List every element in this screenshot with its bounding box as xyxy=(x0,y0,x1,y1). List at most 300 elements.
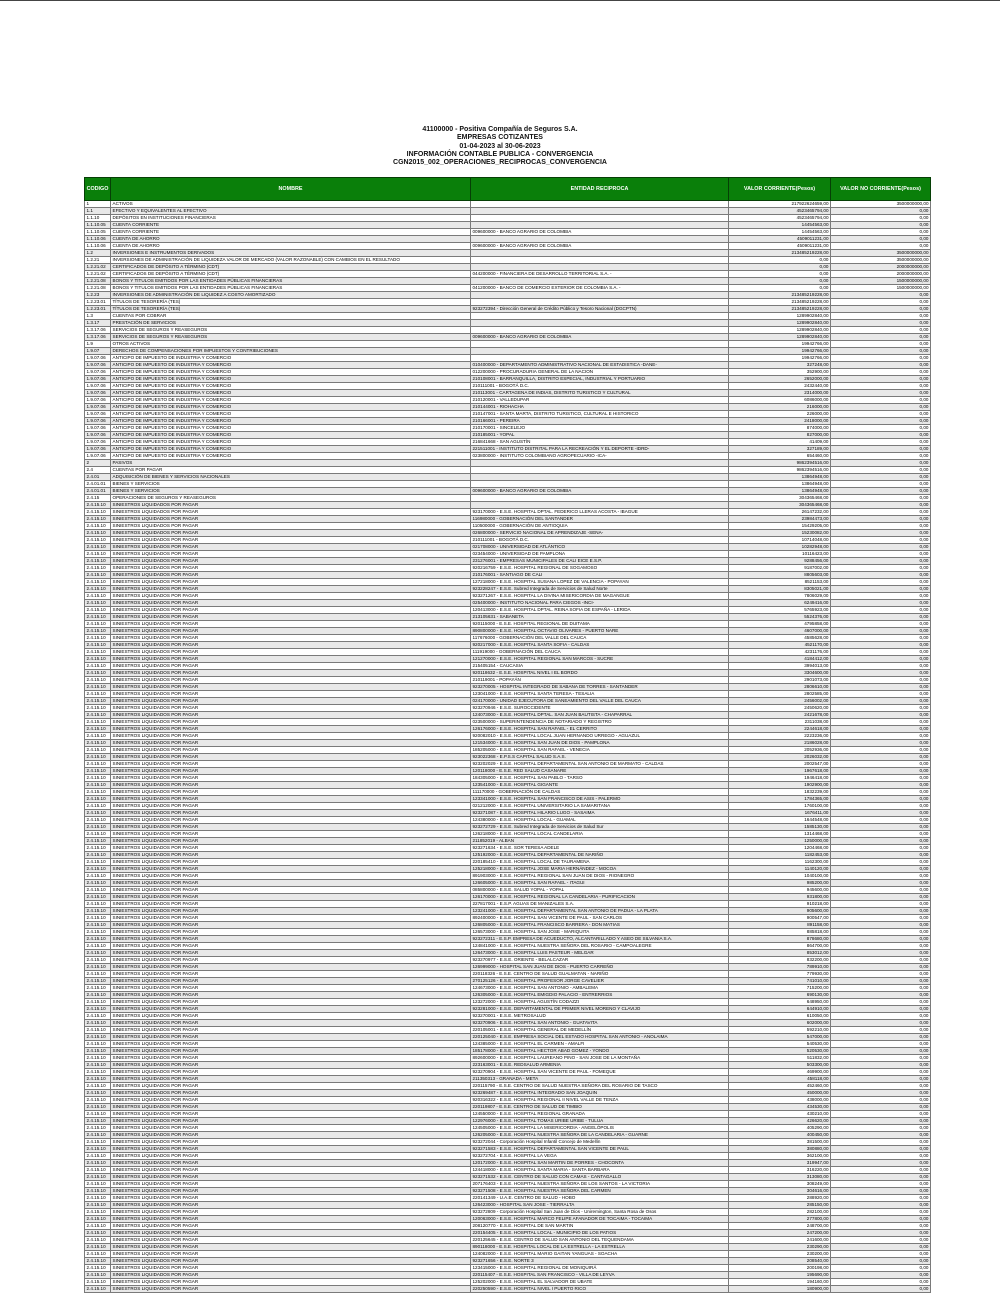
cell-nombre: SINIESTROS LIQUIDADOS POR PAGAR xyxy=(111,1188,471,1195)
cell-entidad-reciproca: 126573000 - E.S.E. HOSPITAL SAN JOSE - MARIQUITA xyxy=(471,929,729,936)
table-row xyxy=(85,936,931,943)
cell-nombre: SINIESTROS LIQUIDADOS POR PAGAR xyxy=(111,572,471,579)
cell-codigo: 2.4.15.10 xyxy=(85,929,111,936)
table-row xyxy=(85,1034,931,1041)
cell-valor-no-corriente: 0,00 xyxy=(831,1237,931,1244)
cell-codigo: 2.4.15.10 xyxy=(85,1006,111,1013)
cell-codigo: 2.4.15.10 xyxy=(85,754,111,761)
cell-nombre: ANTICIPO DE IMPUESTO DE INDUSTRIA Y COMERCIO xyxy=(111,376,471,383)
cell-entidad-reciproca: 208120770 - E.S.E. HOSPITAL DE SAN MARTIN xyxy=(471,1223,729,1230)
cell-entidad-reciproca: 216841668 - SAN AGUSTÍN xyxy=(471,439,729,446)
cell-nombre: SINIESTROS LIQUIDADOS POR PAGAR xyxy=(111,1062,471,1069)
cell-valor-no-corriente: 0,00 xyxy=(831,1279,931,1286)
cell-nombre: SINIESTROS LIQUIDADOS POR PAGAR xyxy=(111,1041,471,1048)
cell-codigo: 2.4.15.10 xyxy=(85,1062,111,1069)
cell-valor-no-corriente: 0,00 xyxy=(831,362,931,369)
cell-nombre: SINIESTROS LIQUIDADOS POR PAGAR xyxy=(111,1167,471,1174)
table-row xyxy=(85,922,931,929)
cell-entidad-reciproca: 120413000 - E.S.E. HOSPITAL DPTAL. REINA SOFIA DE ESPAÑA - LERIDA xyxy=(471,607,729,614)
cell-entidad-reciproca: 923170000 - E.S.E. HOSPITAL DPTAL. FEDERICO LLERAS ACOSTA - IBAGUE xyxy=(471,509,729,516)
cell-valor-no-corriente: 0,00 xyxy=(831,369,931,376)
cell-nombre: SINIESTROS LIQUIDADOS POR PAGAR xyxy=(111,1118,471,1125)
table-row xyxy=(85,747,931,754)
cell-codigo: 1.9.07 xyxy=(85,348,111,355)
cell-entidad-reciproca: 210119001 - POPAYÁN xyxy=(471,677,729,684)
cell-nombre: ANTICIPO DE IMPUESTO DE INDUSTRIA Y COMERCIO xyxy=(111,362,471,369)
cell-valor-no-corriente: 0,00 xyxy=(831,390,931,397)
cell-entidad-reciproca: 185178000 - E.S.E. HOSPITAL HECTOR ABAD GOMEZ - YONDO xyxy=(471,1048,729,1055)
cell-codigo: 2.4.15.10 xyxy=(85,1125,111,1132)
cell-valor-corriente: 741010,00 xyxy=(729,978,831,985)
cell-codigo: 2.4.15.10 xyxy=(85,775,111,782)
cell-codigo: 2.4.15.10 xyxy=(85,873,111,880)
cell-entidad-reciproca: 220119807 - E.S.E. CENTRO DE SALUD DE TIMBIO xyxy=(471,1104,729,1111)
table-row xyxy=(85,929,931,936)
cell-valor-no-corriente: 0,00 xyxy=(831,754,931,761)
cell-nombre: SINIESTROS LIQUIDADOS POR PAGAR xyxy=(111,1034,471,1041)
cell-entidad-reciproca: 126473000 - E.S.E. HOSPITAL LUIS PASTEUR - MELGAR xyxy=(471,950,729,957)
cell-valor-corriente: 2421678,00 xyxy=(729,712,831,719)
cell-valor-no-corriente: 0,00 xyxy=(831,544,931,551)
cell-entidad-reciproca: 123415000 - E.S.E. HOSPITAL REGIONAL DE MONIQUIRÁ xyxy=(471,1265,729,1272)
cell-codigo: 2.4.15.10 xyxy=(85,747,111,754)
cell-codigo: 2.4.15.10 xyxy=(85,922,111,929)
cell-codigo: 1.3.17 xyxy=(85,320,111,327)
cell-codigo: 2.4.15.10 xyxy=(85,1055,111,1062)
cell-nombre: SINIESTROS LIQUIDADOS POR PAGAR xyxy=(111,1279,471,1286)
cell-nombre: EFECTIVO Y EQUIVALENTES AL EFECTIVO xyxy=(111,208,471,215)
report-group-title: EMPRESAS COTIZANTES xyxy=(457,134,543,142)
table-row xyxy=(85,894,931,901)
cell-nombre: BIENES Y SERVICIOS xyxy=(111,488,471,495)
cell-entidad-reciproca: 920217000 - E.S.E. HOSPITAL SANTA SOFIA - CALDAS xyxy=(471,642,729,649)
cell-valor-corriente: 438000,00 xyxy=(729,1097,831,1104)
cell-codigo: 2.4.15.10 xyxy=(85,1272,111,1279)
cell-codigo: 2.4.15.10 xyxy=(85,1139,111,1146)
cell-entidad-reciproca: 123341000 - E.S.E. HOSPITAL SAN FRANCISCO DE ASIS - PALERMO xyxy=(471,796,729,803)
cell-codigo: 2.4.15.10 xyxy=(85,537,111,544)
cell-nombre: SINIESTROS LIQUIDADOS POR PAGAR xyxy=(111,1153,471,1160)
table-row xyxy=(85,614,931,621)
cell-entidad-reciproca: 923281000 - E.S.E. DEPARTAMENTAL DE PRIMER NIVEL MORENO Y CLAVIJO xyxy=(471,1006,729,1013)
cell-valor-corriente: 511832,00 xyxy=(729,1055,831,1062)
cell-valor-corriente: 200198,00 xyxy=(729,1265,831,1272)
table-row xyxy=(85,1055,931,1062)
table-row xyxy=(85,719,931,726)
cell-valor-no-corriente: 0,00 xyxy=(831,971,931,978)
cell-codigo: 1.2.21 xyxy=(85,257,111,264)
cell-codigo: 2.4.15.10 xyxy=(85,915,111,922)
cell-codigo: 2.4.15.10 xyxy=(85,600,111,607)
table-row xyxy=(85,285,931,292)
cell-valor-no-corriente: 0,00 xyxy=(831,719,931,726)
cell-valor-no-corriente: 0,00 xyxy=(831,1153,931,1160)
cell-valor-corriente: 5524376,00 xyxy=(729,614,831,621)
cell-valor-no-corriente: 0,00 xyxy=(831,628,931,635)
table-row xyxy=(85,488,931,495)
cell-valor-corriente: 4509011231,00 xyxy=(729,236,831,243)
cell-valor-corriente: 644910,00 xyxy=(729,1006,831,1013)
cell-valor-corriente: 213485219228,00 xyxy=(729,299,831,306)
cell-nombre: SINIESTROS LIQUIDADOS POR PAGAR xyxy=(111,1209,471,1216)
cell-valor-corriente: 864700,00 xyxy=(729,943,831,950)
table-row xyxy=(85,1209,931,1216)
cell-entidad-reciproca: 210147001 - SANTA MARTA, DISTRITO TURISTICO, CULTURAL E HISTORICO xyxy=(471,411,729,418)
cell-valor-corriente: 0,00 xyxy=(729,271,831,278)
cell-nombre: CERTIFICADOS DE DEPÓSITO A TÉRMINO (CDT) xyxy=(111,264,471,271)
cell-valor-no-corriente: 0,00 xyxy=(831,614,931,621)
cell-valor-corriente: 1289902840,00 xyxy=(729,327,831,334)
cell-codigo: 1.1 xyxy=(85,208,111,215)
cell-valor-corriente: 180900,00 xyxy=(729,1286,831,1293)
cell-codigo: 2.4.15.10 xyxy=(85,1076,111,1083)
cell-valor-no-corriente: 0,00 xyxy=(831,299,931,306)
cell-valor-no-corriente: 0,00 xyxy=(831,1090,931,1097)
cell-entidad-reciproca: 123272000 - E.S.E. HOSPITAL AGUSTÍN CODAZZI xyxy=(471,999,729,1006)
cell-entidad-reciproca: 124385000 - E.S.E. HOSPITAL EL CARMEN - AMALFI xyxy=(471,1041,729,1048)
cell-valor-no-corriente: 0,00 xyxy=(831,432,931,439)
cell-nombre: SINIESTROS LIQUIDADOS POR PAGAR xyxy=(111,929,471,936)
cell-valor-no-corriente: 0,00 xyxy=(831,901,931,908)
table-row xyxy=(85,292,931,299)
cell-valor-no-corriente: 0,00 xyxy=(831,663,931,670)
cell-valor-corriente: 885818,00 xyxy=(729,929,831,936)
cell-nombre: SINIESTROS LIQUIDADOS POR PAGAR xyxy=(111,530,471,537)
cell-codigo: 2.4.15.10 xyxy=(85,1188,111,1195)
cell-valor-no-corriente: 0,00 xyxy=(831,1069,931,1076)
cell-valor-corriente: 4509011231,00 xyxy=(729,243,831,250)
cell-entidad-reciproca: 223163001 - E.S.E. REDSALUD ARMENIA xyxy=(471,1062,729,1069)
cell-nombre: PRESTACIÓN DE SERVICIOS xyxy=(111,320,471,327)
cell-valor-corriente: 226000,00 xyxy=(729,411,831,418)
cell-valor-corriente: 19942766,00 xyxy=(729,355,831,362)
header-valor-corriente: VALOR CORRIENTE(Pesos) xyxy=(729,178,831,201)
cell-nombre: ADQUISICIÓN DE BIENES Y SERVICIOS NACIONALES xyxy=(111,474,471,481)
cell-nombre: SINIESTROS LIQUIDADOS POR PAGAR xyxy=(111,614,471,621)
table-row xyxy=(85,985,931,992)
cell-nombre: SINIESTROS LIQUIDADOS POR PAGAR xyxy=(111,516,471,523)
table-row xyxy=(85,446,931,453)
cell-valor-corriente: 380880,00 xyxy=(729,1146,831,1153)
cell-codigo: 1.1.10 xyxy=(85,215,111,222)
cell-valor-no-corriente: 0,00 xyxy=(831,1048,931,1055)
cell-valor-no-corriente: 0,00 xyxy=(831,1230,931,1237)
cell-valor-no-corriente: 0,00 xyxy=(831,327,931,334)
cell-nombre: CUENTA CORRIENTE xyxy=(111,222,471,229)
table-row xyxy=(85,1062,931,1069)
table-row xyxy=(85,509,931,516)
table-row xyxy=(85,383,931,390)
cell-nombre: SINIESTROS LIQUIDADOS POR PAGAR xyxy=(111,817,471,824)
cell-nombre: SINIESTROS LIQUIDADOS POR PAGAR xyxy=(111,670,471,677)
cell-entidad-reciproca: 220105001 - E.S.E. HOSPITAL GENERAL DE MEDELLÍN xyxy=(471,1027,729,1034)
cell-codigo: 1.1.10.05 xyxy=(85,229,111,236)
cell-codigo: 2.4.15.10 xyxy=(85,1181,111,1188)
cell-nombre: SINIESTROS LIQUIDADOS POR PAGAR xyxy=(111,1223,471,1230)
table-row xyxy=(85,1041,931,1048)
cell-nombre: CUENTA DE AHORRO xyxy=(111,243,471,250)
table-row xyxy=(85,341,931,348)
cell-nombre: SINIESTROS LIQUIDADOS POR PAGAR xyxy=(111,922,471,929)
cell-codigo: 2.4.15.10 xyxy=(85,558,111,565)
cell-valor-corriente: 23984473,00 xyxy=(729,516,831,523)
cell-valor-corriente: 4184412,00 xyxy=(729,656,831,663)
cell-valor-no-corriente: 0,00 xyxy=(831,698,931,705)
table-row xyxy=(85,684,931,691)
cell-entidad-reciproca xyxy=(471,495,729,502)
table-row xyxy=(85,845,931,852)
cell-nombre: CUENTAS POR COBRAR xyxy=(111,313,471,320)
cell-entidad-reciproca: 110500000 - GOBERNACIÓN DE ANTIOQUIA xyxy=(471,523,729,530)
cell-entidad-reciproca xyxy=(471,292,729,299)
cell-valor-corriente: 905600,00 xyxy=(729,908,831,915)
cell-entidad-reciproca: 210185001 - YOPAL xyxy=(471,432,729,439)
table-row xyxy=(85,1020,931,1027)
cell-nombre: ANTICIPO DE IMPUESTO DE INDUSTRIA Y COMERCIO xyxy=(111,425,471,432)
table-row xyxy=(85,1076,931,1083)
cell-nombre: SINIESTROS LIQUIDADOS POR PAGAR xyxy=(111,502,471,509)
table-row xyxy=(85,306,931,313)
cell-entidad-reciproca: 185205000 - E.S.E. HOSPITAL SAN RAFAEL - VENECIA xyxy=(471,747,729,754)
table-row xyxy=(85,404,931,411)
cell-entidad-reciproca: 120118000 - E.S.E. RED SALUD CASANARE xyxy=(471,768,729,775)
cell-entidad-reciproca: 021212000 - E.S.E. HOSPITAL UNIVERSITARIO LA SAMARITANA xyxy=(471,803,729,810)
cell-nombre: SINIESTROS LIQUIDADOS POR PAGAR xyxy=(111,1174,471,1181)
cell-valor-corriente: 1289902840,00 xyxy=(729,313,831,320)
cell-nombre: SINIESTROS LIQUIDADOS POR PAGAR xyxy=(111,796,471,803)
cell-valor-no-corriente: 0,00 xyxy=(831,439,931,446)
table-row xyxy=(85,1279,931,1286)
cell-nombre: SINIESTROS LIQUIDADOS POR PAGAR xyxy=(111,1230,471,1237)
cell-nombre: SINIESTROS LIQUIDADOS POR PAGAR xyxy=(111,894,471,901)
cell-valor-corriente: 945600,00 xyxy=(729,887,831,894)
cell-nombre: SINIESTROS LIQUIDADOS POR PAGAR xyxy=(111,1006,471,1013)
table-row xyxy=(85,516,931,523)
cell-nombre: ANTICIPO DE IMPUESTO DE INDUSTRIA Y COMERCIO xyxy=(111,369,471,376)
cell-entidad-reciproca: 220185410 - E.S.E. HOSPITAL LOCAL DE TAURAMENA xyxy=(471,859,729,866)
cell-codigo: 2.4.15.10 xyxy=(85,761,111,768)
table-row xyxy=(85,663,931,670)
cell-entidad-reciproca: 221511001 - INSTITUTO DISTRITAL PARA LA RECREACIÓN Y EL DEPORTE -IDRD- xyxy=(471,446,729,453)
cell-entidad-reciproca xyxy=(471,341,729,348)
cell-valor-corriente: 2052936,00 xyxy=(729,747,831,754)
table-row xyxy=(85,390,931,397)
cell-entidad-reciproca: 124505000 - E.S.E. HOSPITAL LA MISERICORDIA - ANGELÓPOLIS xyxy=(471,1125,729,1132)
table-row xyxy=(85,467,931,474)
cell-valor-corriente: 2223236,00 xyxy=(729,733,831,740)
cell-nombre: SINIESTROS LIQUIDADOS POR PAGAR xyxy=(111,1090,471,1097)
cell-valor-corriente: 2652000,00 xyxy=(729,376,831,383)
cell-valor-no-corriente: 0,00 xyxy=(831,1146,931,1153)
table-row xyxy=(85,754,931,761)
cell-valor-corriente: 5765923,00 xyxy=(729,607,831,614)
cell-nombre: SINIESTROS LIQUIDADOS POR PAGAR xyxy=(111,1258,471,1265)
cell-valor-no-corriente: 0,00 xyxy=(831,1272,931,1279)
cell-entidad-reciproca: 923271656 - E.S.E. NORTE 3 xyxy=(471,1258,729,1265)
cell-entidad-reciproca: 920082010 - E.S.E. HOSPITAL LOCAL JUAN HERNANDO URREGO - AGUAZUL xyxy=(471,733,729,740)
cell-valor-no-corriente: 0,00 xyxy=(831,565,931,572)
cell-codigo: 1.9.07.06 xyxy=(85,362,111,369)
table-row xyxy=(85,411,931,418)
cell-codigo: 2.4.15.10 xyxy=(85,1027,111,1034)
cell-codigo: 2.4.15.10 xyxy=(85,796,111,803)
table-row xyxy=(85,908,931,915)
table-row xyxy=(85,502,931,509)
cell-codigo: 1.3.17.06 xyxy=(85,327,111,334)
cell-valor-no-corriente: 0,00 xyxy=(831,334,931,341)
table-row xyxy=(85,474,931,481)
cell-entidad-reciproca: 891903000 - E.S.E. HOSPITAL REGIONAL SAN JUAN DE DIOS - RIONEGRO xyxy=(471,873,729,880)
cell-valor-no-corriente: 0,00 xyxy=(831,1167,931,1174)
cell-valor-corriente: 10116423,00 xyxy=(729,551,831,558)
cell-nombre: SINIESTROS LIQUIDADOS POR PAGAR xyxy=(111,887,471,894)
cell-codigo: 2.4.15.10 xyxy=(85,705,111,712)
cell-valor-corriente: 592210,00 xyxy=(729,1027,831,1034)
cell-entidad-reciproca: 125218000 - E.S.E. HOSPITAL JOSE MARIA HERNÁNDEZ - MOCOA xyxy=(471,866,729,873)
cell-valor-corriente: 2418000,00 xyxy=(729,418,831,425)
cell-nombre: SINIESTROS LIQUIDADOS POR PAGAR xyxy=(111,691,471,698)
cell-entidad-reciproca: 920316322 - E.S.E. HOSPITAL REGIONAL II NIVEL VALLE DE TENZA xyxy=(471,1097,729,1104)
cell-nombre: SINIESTROS LIQUIDADOS POR PAGAR xyxy=(111,509,471,516)
cell-valor-corriente: 1204468,00 xyxy=(729,845,831,852)
cell-valor-no-corriente: 0,00 xyxy=(831,768,931,775)
cell-entidad-reciproca: 117676000 - GOBERNACIÓN DEL VALLE DEL CAUCA xyxy=(471,635,729,642)
cell-codigo: 1.9.07.06 xyxy=(85,411,111,418)
cell-valor-corriente: 6086000,00 xyxy=(729,397,831,404)
cell-codigo: 1.9.07.06 xyxy=(85,453,111,460)
cell-nombre: BONOS Y TITULOS EMITIDOS POR LAS ENTIDADES PÚBLICAS FINANCIERAS xyxy=(111,285,471,292)
cell-valor-no-corriente: 0,00 xyxy=(831,1258,931,1265)
cell-valor-corriente: 247200,00 xyxy=(729,1230,831,1237)
table-row xyxy=(85,334,931,341)
cell-valor-no-corriente: 0,00 xyxy=(831,747,931,754)
table-row xyxy=(85,1069,931,1076)
cell-nombre: SINIESTROS LIQUIDADOS POR PAGAR xyxy=(111,1097,471,1104)
cell-codigo: 2.4.15.10 xyxy=(85,1265,111,1272)
cell-nombre: SINIESTROS LIQUIDADOS POR PAGAR xyxy=(111,754,471,761)
cell-nombre: SINIESTROS LIQUIDADOS POR PAGAR xyxy=(111,782,471,789)
cell-valor-no-corriente: 0,00 xyxy=(831,894,931,901)
cell-entidad-reciproca: 923202029 - E.S.E. HOSPITAL DEPARTAMENTAL SAN ANTONIO DE MARMATO - CALDAS xyxy=(471,761,729,768)
cell-codigo: 2.4.15.10 xyxy=(85,712,111,719)
cell-codigo: 2.4.15.10 xyxy=(85,964,111,971)
cell-entidad-reciproca: 210108001 - BARRANQUILLA, DISTRITO ESPECIAL, INDUSTRIAL Y PORTUARIO xyxy=(471,376,729,383)
cell-valor-corriente: 2311038,00 xyxy=(729,719,831,726)
cell-nombre: CUENTAS POR PAGAR xyxy=(111,467,471,474)
cell-entidad-reciproca: 025400000 - INSTITUTO NACIONAL PARA CIEGOS -INCI- xyxy=(471,600,729,607)
cell-valor-corriente: 458118,00 xyxy=(729,1076,831,1083)
cell-valor-corriente: 381500,00 xyxy=(729,1139,831,1146)
cell-entidad-reciproca: 227817001 - E.S.P. AGUAS DE MANIZALES S.A. xyxy=(471,901,729,908)
cell-valor-corriente: 4523465794,00 xyxy=(729,215,831,222)
cell-valor-corriente: 26147232,00 xyxy=(729,509,831,516)
cell-entidad-reciproca: 923270977 - E.S.E. ORIENTE - BELALCAZAR xyxy=(471,957,729,964)
cell-codigo: 2.4.15.10 xyxy=(85,663,111,670)
cell-valor-corriente: 610050,00 xyxy=(729,1013,831,1020)
cell-codigo: 1.9.07.06 xyxy=(85,418,111,425)
cell-nombre: SINIESTROS LIQUIDADOS POR PAGAR xyxy=(111,1265,471,1272)
cell-valor-corriente: 316220,00 xyxy=(729,1167,831,1174)
cell-valor-no-corriente: 0,00 xyxy=(831,1097,931,1104)
cell-valor-no-corriente: 0,00 xyxy=(831,509,931,516)
cell-valor-no-corriente: 0,00 xyxy=(831,789,931,796)
cell-valor-no-corriente: 0,00 xyxy=(831,803,931,810)
table-row xyxy=(85,1230,931,1237)
cell-entidad-reciproca: 121534000 - E.S.E. HOSPITAL SAN JUAN DE DIOS - PAMPLONA xyxy=(471,740,729,747)
cell-nombre: TÍTULOS DE TESORERÍA (TES) xyxy=(111,306,471,313)
cell-entidad-reciproca: 124082000 - E.S.E. HOSPITAL MARIO GAITAN YANGUAS - SOACHA xyxy=(471,1251,729,1258)
cell-nombre: ANTICIPO DE IMPUESTO DE INDUSTRIA Y COMERCIO xyxy=(111,432,471,439)
cell-codigo: 2.4.15.10 xyxy=(85,509,111,516)
table-row xyxy=(85,656,931,663)
cell-codigo: 2.4.15.10 xyxy=(85,901,111,908)
cell-valor-no-corriente: 0,00 xyxy=(831,474,931,481)
table-row xyxy=(85,1111,931,1118)
cell-entidad-reciproca xyxy=(471,264,729,271)
cell-valor-no-corriente: 0,00 xyxy=(831,733,931,740)
cell-entidad-reciproca: 892400000 - E.S.E. HOSPITAL SAN VICENTE DE PAUL - SAN CARLOS xyxy=(471,915,729,922)
cell-entidad-reciproca xyxy=(471,327,729,334)
cell-nombre: SINIESTROS LIQUIDADOS POR PAGAR xyxy=(111,768,471,775)
cell-nombre: SINIESTROS LIQUIDADOS POR PAGAR xyxy=(111,1104,471,1111)
table-row xyxy=(85,950,931,957)
cell-entidad-reciproca xyxy=(471,250,729,257)
cell-valor-no-corriente: 0,00 xyxy=(831,1216,931,1223)
cell-nombre: SINIESTROS LIQUIDADOS POR PAGAR xyxy=(111,915,471,922)
cell-entidad-reciproca: 126176000 - E.S.E. HOSPITAL SAN RAFAEL - EL CERRITO xyxy=(471,726,729,733)
cell-codigo: 2.4.15.10 xyxy=(85,831,111,838)
cell-codigo: 2.4.15.10 xyxy=(85,859,111,866)
table-row xyxy=(85,691,931,698)
cell-codigo: 2.4.15.10 xyxy=(85,1104,111,1111)
cell-valor-corriente: 853012,00 xyxy=(729,950,831,957)
cell-codigo: 2.4.15.10 xyxy=(85,1160,111,1167)
cell-valor-corriente: 8805603,00 xyxy=(729,572,831,579)
cell-valor-corriente: 248700,00 xyxy=(729,1223,831,1230)
cell-entidad-reciproca xyxy=(471,460,729,467)
cell-nombre: DERECHOS DE COMPENSACIONES POR IMPUESTOS Y CONTRIBUCIONES xyxy=(111,348,471,355)
cell-codigo: 2.4.15.10 xyxy=(85,719,111,726)
cell-entidad-reciproca: 220115790 - E.S.E. CENTRO DE SALUD NUESTRA SEÑORA DEL ROSARIO DE TASCO xyxy=(471,1083,729,1090)
cell-valor-no-corriente: 3500000000,00 xyxy=(831,257,931,264)
cell-entidad-reciproca: 220250590 - E.S.E. HOSPITAL NIVEL I PUERTO RICO xyxy=(471,1286,729,1293)
cell-nombre: TÍTULOS DE TESORERÍA (TES) xyxy=(111,299,471,306)
cell-nombre: BONOS Y TITULOS EMITIDOS POR LAS ENTIDADES PÚBLICAS FINANCIERAS xyxy=(111,278,471,285)
cell-entidad-reciproca: 123541000 - E.S.E. HOSPITAL GIGANTE xyxy=(471,782,729,789)
cell-valor-no-corriente: 0,00 xyxy=(831,607,931,614)
cell-entidad-reciproca: 210176001 - SANTIAGO DE CALI xyxy=(471,572,729,579)
table-row xyxy=(85,971,931,978)
cell-entidad-reciproca xyxy=(471,474,729,481)
cell-valor-corriente: 282100,00 xyxy=(729,1209,831,1216)
table-body xyxy=(85,201,931,1293)
table-row xyxy=(85,628,931,635)
cell-nombre: SINIESTROS LIQUIDADOS POR PAGAR xyxy=(111,705,471,712)
cell-valor-corriente: 469900,00 xyxy=(729,1069,831,1076)
cell-nombre: ANTICIPO DE IMPUESTO DE INDUSTRIA Y COMERCIO xyxy=(111,453,471,460)
table-row xyxy=(85,355,931,362)
cell-valor-corriente: 1784365,00 xyxy=(729,796,831,803)
cell-entidad-reciproca: 923271508 - E.S.E. HOSPITAL NUESTRA SEÑORA DEL CARMEN xyxy=(471,1188,729,1195)
cell-valor-no-corriente: 0,00 xyxy=(831,215,931,222)
cell-valor-corriente: 452460,00 xyxy=(729,1083,831,1090)
table-row xyxy=(85,1090,931,1097)
cell-nombre: SINIESTROS LIQUIDADOS POR PAGAR xyxy=(111,1146,471,1153)
cell-nombre: SINIESTROS LIQUIDADOS POR PAGAR xyxy=(111,1181,471,1188)
cell-codigo: 2.4.15.10 xyxy=(85,656,111,663)
cell-valor-corriente: 9288456,00 xyxy=(729,558,831,565)
cell-valor-corriente: 13864948,00 xyxy=(729,488,831,495)
